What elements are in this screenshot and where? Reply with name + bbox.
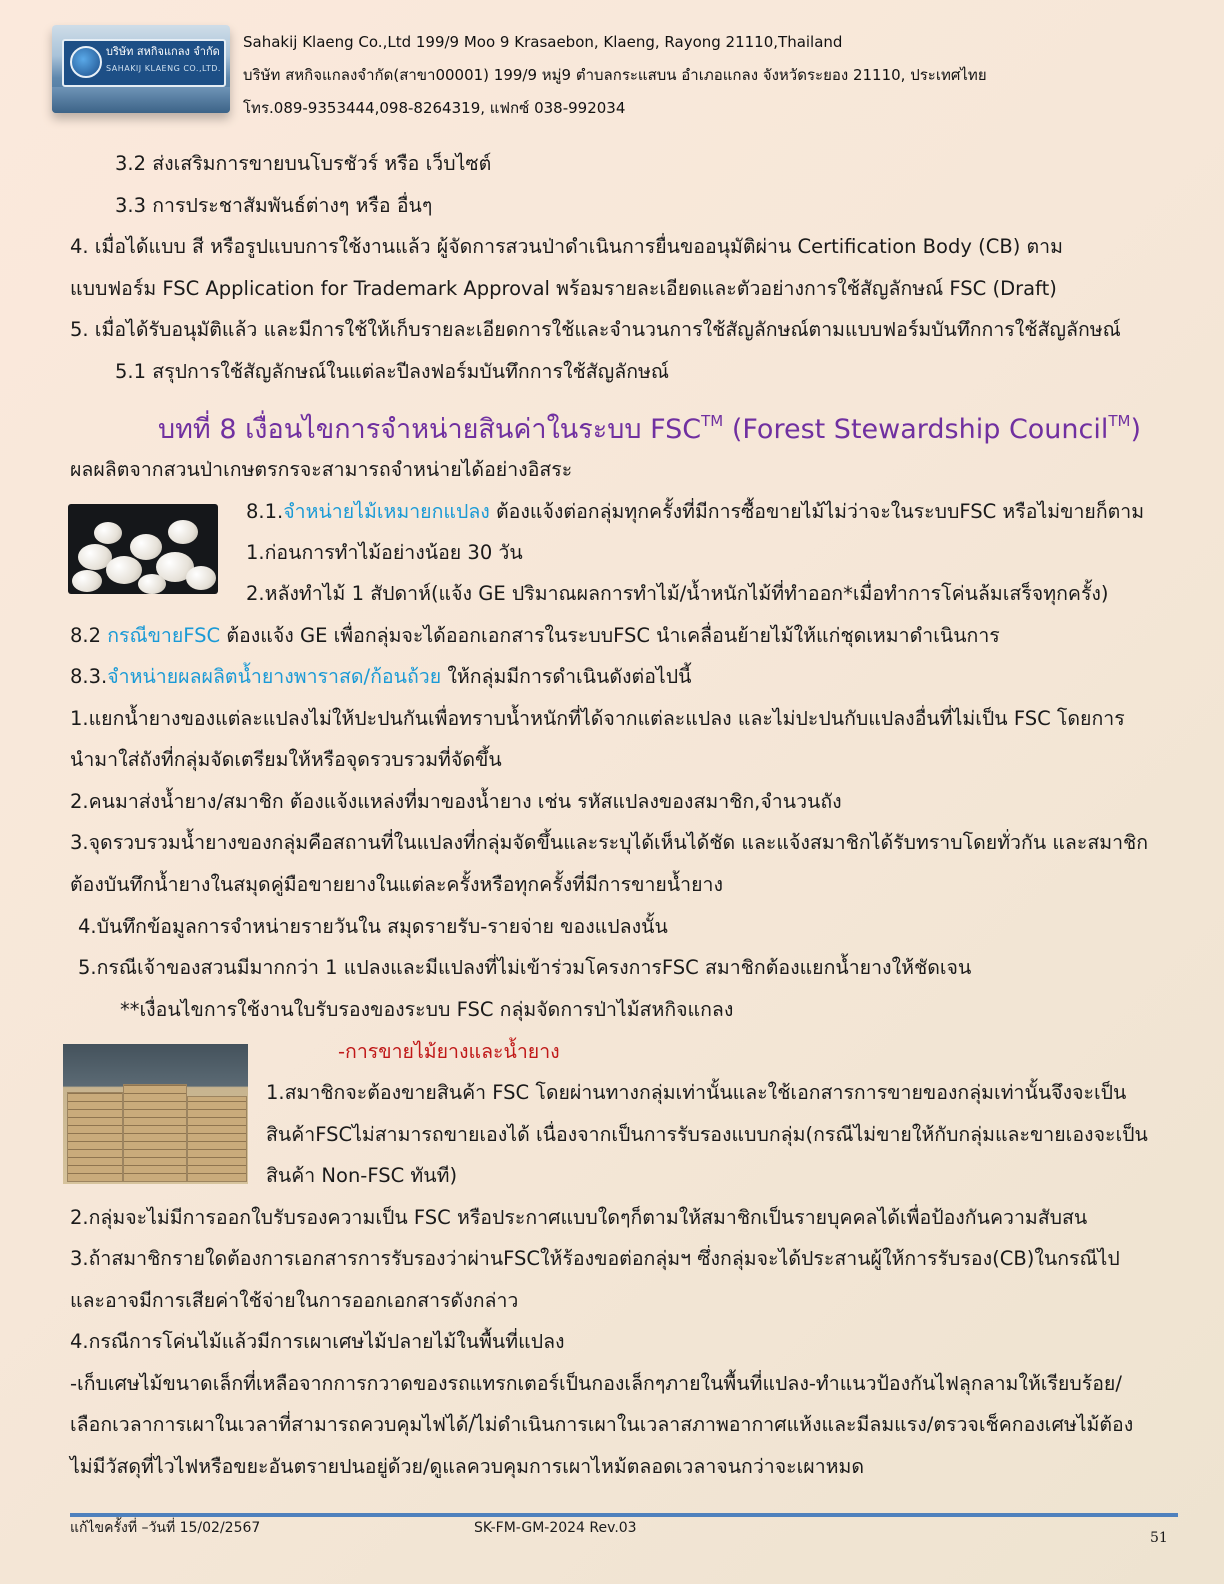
latex-step-3-line2: ต้องบันทึกน้ำยางในสมุดคู่มือขายยางในแต่ละครั้งหรือทุกครั้งที่มีการขายน้ำยาง [70, 873, 724, 896]
item-3-2: 3.2 ส่งเสริมการขายบนโบรชัวร์ หรือ เว็บไซต์ [115, 152, 492, 175]
latex-step-2: 2.คนมาส่งน้ำยาง/สมาชิก ต้องแจ้งแหล่งที่มาของน้ำยาง เช่น รหัสแปลงของสมาชิก,จำนวนถัง [70, 790, 842, 813]
sale-condition-3-line2: และอาจมีการเสียค่าใช้จ่ายในการออกเอกสารดังกล่าว [70, 1289, 519, 1312]
page-number: 51 [1150, 1530, 1168, 1546]
latex-step-5: 5.กรณีเจ้าของสวนมีมากกว่า 1 แปลงและมีแปลงที่ไม่เข้าร่วมโครงการFSC สมาชิกต้องแยกน้ำยางให้ชัดเจน [78, 956, 972, 979]
footer-document-code: SK-FM-GM-2024 Rev.03 [474, 1520, 637, 1536]
sale-condition-3-line1: 3.ถ้าสมาชิกรายใดต้องการเอกสารการรับรองว่าผ่านFSCให้ร้องขอต่อกลุ่มฯ ซึ่งกลุ่มจะได้ประสานผู้ให้การรับรอง(CB)ในกรณีไป [70, 1247, 1120, 1270]
section-8-1-item2: 2.หลังทำไม้ 1 สัปดาห์(แจ้ง GE ปริมาณผลการทำไม้/น้ำหนักไม้ที่ทำออก*เมื่อทำการโค่นล้มเสร็จทุกครั้ง) [246, 582, 1109, 605]
burning-guideline-line1: -เก็บเศษไม้ขนาดเล็กที่เหลือจากการกวาดของรถแทรกเตอร์เป็นกองเล็กๆภายในพื้นที่แปลง-ทำแนวป้องกันไฟลุกลามให้เรียบร้อย/ [70, 1372, 1122, 1395]
item-4-line1: 4. เมื่อได้แบบ สี หรือรูปแบบการใช้งานแล้ว ผู้จัดการสวนป่าดำเนินการยื่นขออนุมัติผ่าน Certification Body (CB) ตาม [70, 235, 1063, 258]
item-3-3: 3.3 การประชาสัมพันธ์ต่างๆ หรือ อื่นๆ [115, 194, 433, 217]
logo-text: บริษัท สหกิจแกลง จำกัด [106, 45, 220, 58]
sale-condition-1-line2: สินค้าFSCไม่สามารถขายเองได้ เนื่องจากเป็นการรับรองแบบกลุ่ม(กรณีไม่ขายให้กับกลุ่มและขายเองจะเป็น [266, 1123, 1148, 1146]
sale-conditions-title: -การขายไม้ยางและน้ำยาง [338, 1040, 560, 1063]
latex-step-1-line1: 1.แยกน้ำยางของแต่ละแปลงไม่ให้ปะปนกันเพื่อทราบน้ำหนักที่ได้จากแต่ละแปลง และไม่ปะปนกับแปลงอื่นที่ไม่เป็น FSC โดยการ [70, 707, 1125, 730]
footer-divider [70, 1513, 1178, 1517]
section-8-2-title: กรณีขายFSC [107, 624, 221, 647]
sale-condition-4: 4.กรณีการโค่นไม้แล้วมีการเผาเศษไม้ปลายไม้ในพื้นที่แปลง [70, 1330, 565, 1353]
section-8-1: 8.1.จำหน่ายไม้เหมายกแปลง ต้องแจ้งต่อกลุ่มทุกครั้งที่มีการซื้อขายไม้ไม่ว่าจะในระบบFSC หรือไม่ขายก็ตาม [246, 500, 1145, 523]
item-5: 5. เมื่อได้รับอนุมัติแล้ว และมีการใช้ให้เก็บรายละเอียดการใช้และจำนวนการใช้สัญลักษณ์ตามแบบฟอร์มบันทึกการใช้สัญลักษณ์ [70, 318, 1121, 341]
item-5-1: 5.1 สรุปการใช้สัญลักษณ์ในแต่ละปีลงฟอร์มบันทึกการใช้สัญลักษณ์ [115, 360, 669, 383]
sale-condition-1-line3: สินค้า Non-FSC ทันที) [266, 1164, 458, 1187]
trademark-symbol: TM [701, 412, 724, 430]
header-address-th: บริษัท สหกิจแกลงจำกัด(สาขา00001) 199/9 หมู่9 ตำบลกระแสบน อำเภอแกลง จังหวัดระยอง 21110, ประเทศไทย [243, 66, 987, 84]
section-8-3-title: จำหน่ายผลผลิตน้ำยางพาราสด/ก้อนถ้วย [107, 665, 442, 688]
rubberwood-stack-image [63, 1044, 248, 1184]
section-8-1-item1: 1.ก่อนการทำไม้อย่างน้อย 30 วัน [246, 541, 523, 564]
trademark-symbol: TM [1108, 412, 1131, 430]
item-4-line2: แบบฟอร์ม FSC Application for Trademark Approval พร้อมรายละเอียดและตัวอย่างการใช้สัญลักษณ์ FSC (Draft) [70, 277, 1057, 300]
burning-guideline-line3: ไม่มีวัสดุที่ไวไฟหรือขยะอันตรายปนอยู่ด้วย/ดูแลควบคุมการเผาไหม้ตลอดเวลาจนกว่าจะเผาหมด [70, 1455, 865, 1478]
section-8-2: 8.2 กรณีขายFSC ต้องแจ้ง GE เพื่อกลุ่มจะได้ออกเอกสารในระบบFSC นำเคลื่อนย้ายไม้ให้แก่ชุดเหมาดำเนินการ [70, 624, 1000, 647]
sale-condition-2: 2.กลุ่มจะไม่มีการออกใบรับรองความเป็น FSC หรือประกาศแบบใดๆก็ตามให้สมาชิกเป็นรายบุคคลได้เพื่อป้องกันความสับสน [70, 1206, 1088, 1229]
intro-paragraph: ผลผลิตจากสวนป่าเกษตรกรจะสามารถจำหน่ายได้อย่างอิสระ [70, 458, 573, 481]
footer-revision: แก้ไขครั้งที่ –วันที่ 15/02/2567 [70, 1520, 261, 1536]
header-address-en: Sahakij Klaeng Co.,Ltd 199/9 Moo 9 Krasaebon, Klaeng, Rayong 21110,Thailand [243, 33, 843, 51]
company-signboard [62, 39, 226, 87]
header-contact: โทร.089-9353444,098-8264319, แฟกซ์ 038-992034 [243, 99, 626, 117]
chapter-heading: บทที่ 8 เงื่อนไขการจำหน่ายสินค่าในระบบ FSC™ (Forest Stewardship Council™) [158, 412, 1142, 445]
section-8-3: 8.3.จำหน่ายผลผลิตน้ำยางพาราสด/ก้อนถ้วย ให้กลุ่มมีการดำเนินดังต่อไปนี้ [70, 665, 692, 688]
latex-step-3-line1: 3.จุดรวบรวมน้ำยางของกลุ่มคือสถานที่ในแปลงที่กลุ่มจัดขึ้นและระบุได้เห็นได้ชัด และแจ้งสมาชิกได้รับทราบโดยทั่วกัน และสมาชิก [70, 831, 1149, 854]
section-8-1-title: จำหน่ายไม้เหมายกแปลง [283, 500, 490, 523]
company-emblem-icon [70, 46, 102, 78]
latex-step-1-line2: นำมาใส่ถังที่กลุ่มจัดเตรียมให้หรือจุดรวบรวมที่จัดขึ้น [70, 748, 502, 771]
burning-guideline-line2: เลือกเวลาการเผาในเวลาที่สามารถควบคุมไฟได้/ไม่ดำเนินการเผาในเวลาสภาพอากาศแห้งและมีลมแรง/ตรวจเช็คกองเศษไม้ต้อง [70, 1413, 1134, 1436]
certificate-conditions-heading: **เงื่อนไขการใช้งานใบรับรองของระบบ FSC กลุ่มจัดการป่าไม้สหกิจแกลง [120, 998, 734, 1021]
company-logo-photo [52, 25, 230, 113]
latex-step-4: 4.บันทึกข้อมูลการจำหน่ายรายวันใน สมุดรายรับ-รายจ่าย ของแปลงนั้น [78, 915, 668, 938]
latex-cup-lump-image [68, 504, 218, 594]
sale-condition-1-line1: 1.สมาชิกจะต้องขายสินค้า FSC โดยผ่านทางกลุ่มเท่านั้นและใช้เอกสารการขายของกลุ่มเท่านั้นจึงจะเป็น [266, 1081, 1127, 1104]
logo-subtext: SAHAKIJ KLAENG CO.,LTD. [106, 64, 221, 73]
